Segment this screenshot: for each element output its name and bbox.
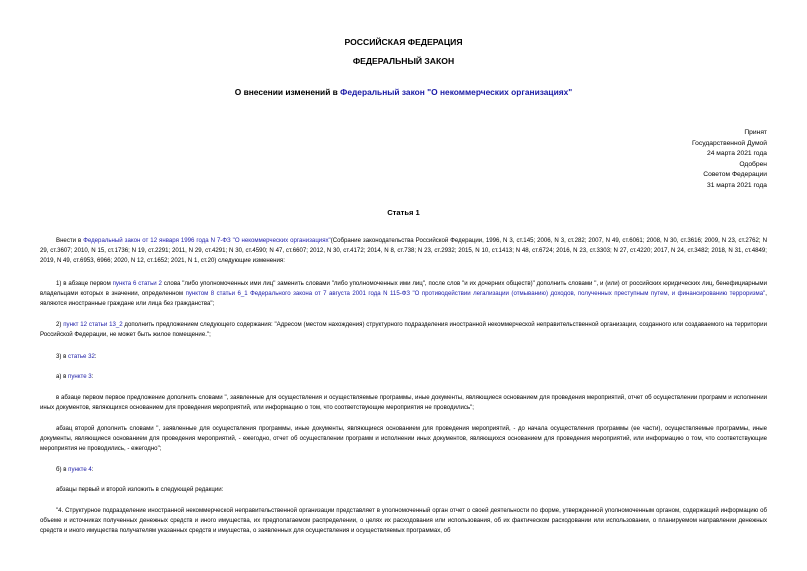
item-3a-text-1: в абзаце первом первое предложение дополнить словами ", заявленные для осуществления и осуществляемые программы, иные документы, являющиеся основанием для проведения мероприятий, отчет об осуществлении программ и исполнении иных документов, являющихся основанием для проведения мероприятий, или информацию о том, что соответствующие мероприятия не проводились"; (40, 394, 767, 412)
law-link[interactable]: Федеральный закон от 12 января 1996 года N 7-ФЗ "О некоммерческих организациях" (83, 237, 331, 244)
item-2-paragraph (40, 320, 767, 340)
item-1-link-2[interactable]: пунктом 8 статьи 6_1 Федерального закона от 7 августа 2001 года N 115-ФЗ "О противодействии легализации (отмыванию) доходов, полученных преступным путем, и финансированию терроризма" (185, 290, 766, 298)
item-3a-paragraph (40, 372, 767, 382)
item-2-text: дополнить предложением следующего содержания: "Адресом (местом нахождения) структурного подразделения иностранной некоммерческой неправительственной организации, созданного или создаваемого на территории Российской Федерации, не может быть жилое помещение."; (40, 321, 767, 339)
item-2-link[interactable]: пункт 12 статьи 13_2 (63, 321, 123, 328)
item-3-paragraph (40, 352, 767, 362)
adoption-line: 31 марта 2021 года (707, 181, 767, 189)
adoption-line: Государственной Думой (692, 139, 767, 147)
item-1-text: 1) в абзаце первом (56, 280, 113, 287)
law-title (0, 87, 807, 97)
item-3b-paragraph (40, 465, 767, 475)
adoption-line: Принят (744, 129, 767, 136)
item-1-text: , являются иностранные граждане или лица без гражданства"; (40, 290, 767, 308)
adoption-line: 24 марта 2021 года (707, 150, 767, 158)
item-3a-text: а) в (56, 373, 69, 380)
item-3b-text-2: "4. Структурное подразделение иностранной некоммерческой неправительственной организации представляет в уполномоченный орган отчет о своей деятельности по форме, утвержденной уполномоченным органом, содержащий информацию об объеме и источниках полученных денежных средств и иного имущества, их предполагаемом распределении, о целях их расходования или использования, об их фактическом расходовании или использовании, о планируемом направлении денежных средств и иного имущества получателям указанных средств и имущества, о заявленных для осуществления и осуществляемых программах, об (40, 507, 767, 535)
law-type-heading: ФЕДЕРАЛЬНЫЙ ЗАКОН (352, 56, 455, 66)
item-3b-link[interactable]: пункте 4 (68, 466, 92, 473)
item-3b-text: б) в (56, 466, 69, 473)
item-3-link[interactable]: статье 32 (68, 353, 95, 360)
intro-paragraph (40, 236, 767, 267)
item-3b-text: : (91, 466, 94, 473)
country-heading: РОССИЙСКАЯ ФЕДЕРАЦИЯ (344, 37, 463, 47)
adoption-line: Одобрен (739, 160, 767, 168)
item-3a-text: : (91, 373, 94, 380)
adoption-block (692, 128, 767, 192)
item-3-text: 3) в (56, 353, 69, 360)
item-3b-text-1: абзацы первый и второй изложить в следующей редакции: (56, 486, 224, 493)
item-3-text: : (94, 353, 97, 360)
intro-prefix: Внести в (56, 237, 84, 244)
item-1-link[interactable]: пункта 6 статьи 2 (112, 280, 162, 287)
item-3a-text-2: абзац второй дополнить словами ", заявленные для осуществления программы, иные документы, являющиеся основанием для проведения мероприятий, - до начала осуществления программы (ее части), осуществляемые программы, иные документы, являющиеся основанием для проведения мероприятий, - ежегодно, отчет об осуществлении программ и исполнении иных документов, являющихся основанием для проведения мероприятий, или информацию о том, что соответствующие мероприятия не проводились, - ежегодно"; (40, 425, 767, 453)
law-title-link[interactable]: Федеральный закон "О некоммерческих организациях" (340, 87, 573, 97)
item-3a-link[interactable]: пункте 3 (68, 373, 92, 380)
article-heading: Статья 1 (387, 208, 420, 217)
item-1-paragraph (40, 279, 767, 310)
item-2-text: 2) (56, 321, 64, 328)
item-1-text: слова "либо уполномоченных ими лиц" заменить словами "либо уполномоченных ими лиц", после слов "и их дочерних обществ)" дополнить словами ", и (или) от российских юридических лиц, бенефициарными владельцами которых в значении, определенном (40, 280, 768, 298)
law-title-prefix: О внесении изменений в (234, 87, 341, 97)
intro-rest: (Собрание законодательства Российской Федерации, 1996, N 3, ст.145; 2006, N 3, ст.282; 2007, N 49, ст.6061; 2008, N 30, ст.3616; 2009, N 23, ст.2762; N 29, ст.3607; 2010, N 15, ст.1736; N 19, ст.2291; 2011, N 29, ст.4291; N 30, ст.4590; N 47, ст.6607; 2012, N 30, ст.4172; 2014, N 8, ст.738; N 23, ст.2932; 2015, N 10, ст.1413; N 48, ст.6724; 2016, N 23, ст.3303; N 27, ст.4220; 2017, N 24, ст.3482; 2018, N 31, ст.4849; 2019, N 49, ст.6953, 6966; 2020, N 12, ст.1652; 2021, N 1, ст.20) следующие изменения: (40, 237, 767, 265)
adoption-line: Советом Федерации (703, 171, 767, 179)
